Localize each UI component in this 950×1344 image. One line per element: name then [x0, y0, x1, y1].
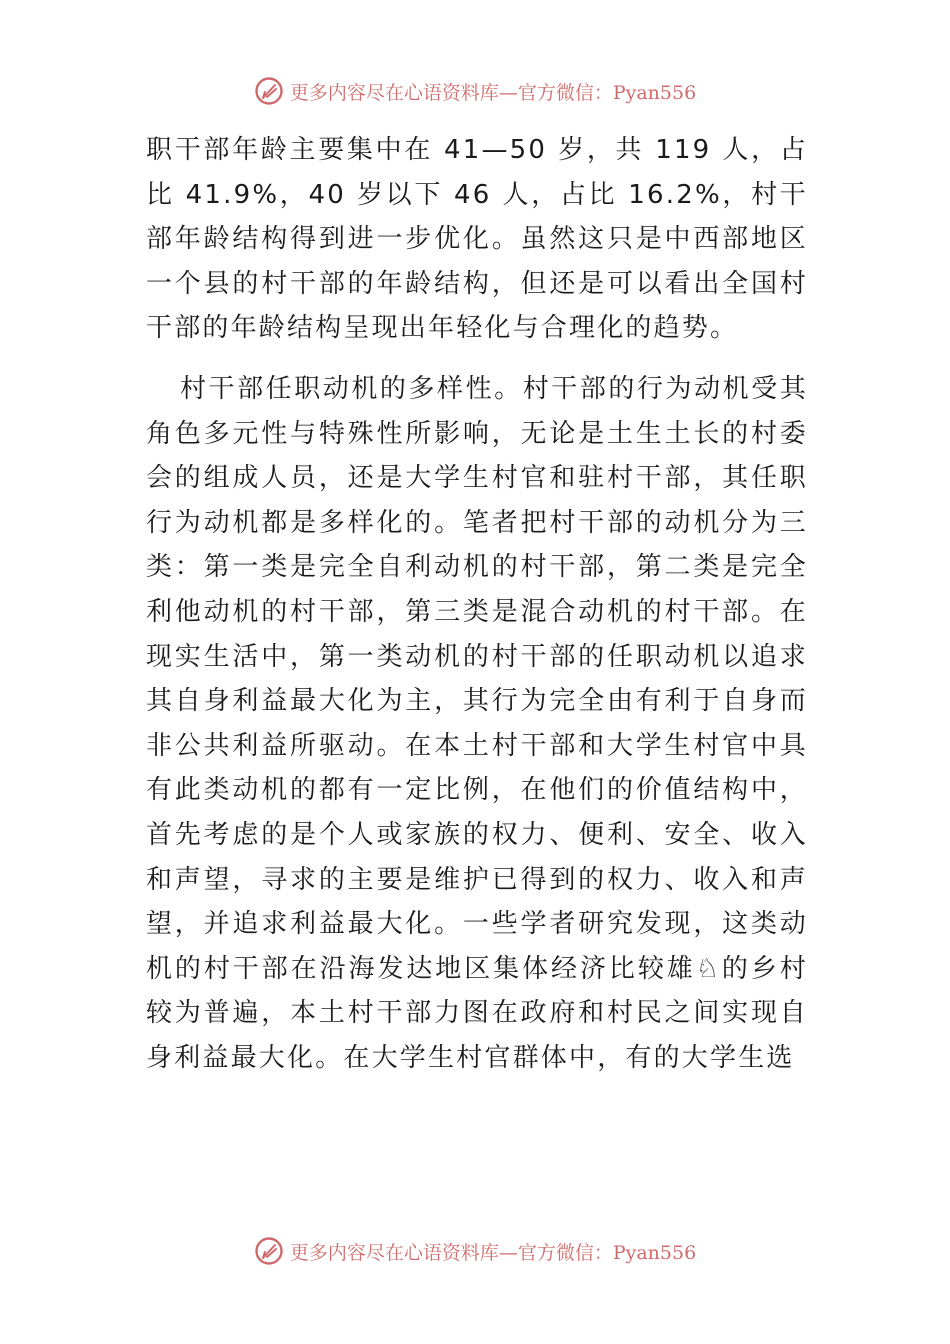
- footer-watermark-text: 更多内容尽在心语资料库—官方微信：Pyan556: [289, 1241, 697, 1264]
- header-watermark: [0, 76, 950, 106]
- footer-watermark: [0, 1236, 950, 1266]
- quill-logo-icon: [254, 76, 284, 106]
- document-body: [146, 128, 808, 1080]
- paragraph-1: 职干部年龄主要集中在 41—50 岁，共 119 人，占比 41.9%，40 岁以下 46 人，占比 16.2%，村干部年龄结构得到进一步优化。虽然这只是中西部地区一个县的村干部的年龄结构，但还是可以看出全国村干部的年龄结构呈现出年轻化与合理化的趋势。: [146, 135, 808, 344]
- header-watermark-text: 更多内容尽在心语资料库—官方微信：Pyan556: [289, 81, 697, 104]
- quill-logo-icon: [254, 1236, 284, 1266]
- paragraph-2: 村干部任职动机的多样性。村干部的行为动机受其角色多元性与特殊性所影响，无论是土生土长的村委会的组成人员，还是大学生村官和驻村干部，其任职行为动机都是多样化的。笔者把村干部的动机分为三类：第一类是完全自利动机的村干部，第二类是完全利他动机的村干部，第三类是混合动机的村干部。在现实生活中，第一类动机的村干部的任职动机以追求其自身利益最大化为主，其行为完全由有利于自身而非公共利益所驱动。在本土村干部和大学生村官中具有此类动机的都有一定比例，在他们的价值结构中，首先考虑的是个人或家族的权力、便利、安全、收入和声望，寻求的主要是维护已得到的权力、收入和声望，并追求利益最大化。一些学者研究发现，这类动机的村干部在沿海发达地区集体经济比较雄♘的乡村较为普遍，本土村干部力图在政府和村民之间实现自身利益最大化。在大学生村官群体中，有的大学生选: [146, 373, 808, 1073]
